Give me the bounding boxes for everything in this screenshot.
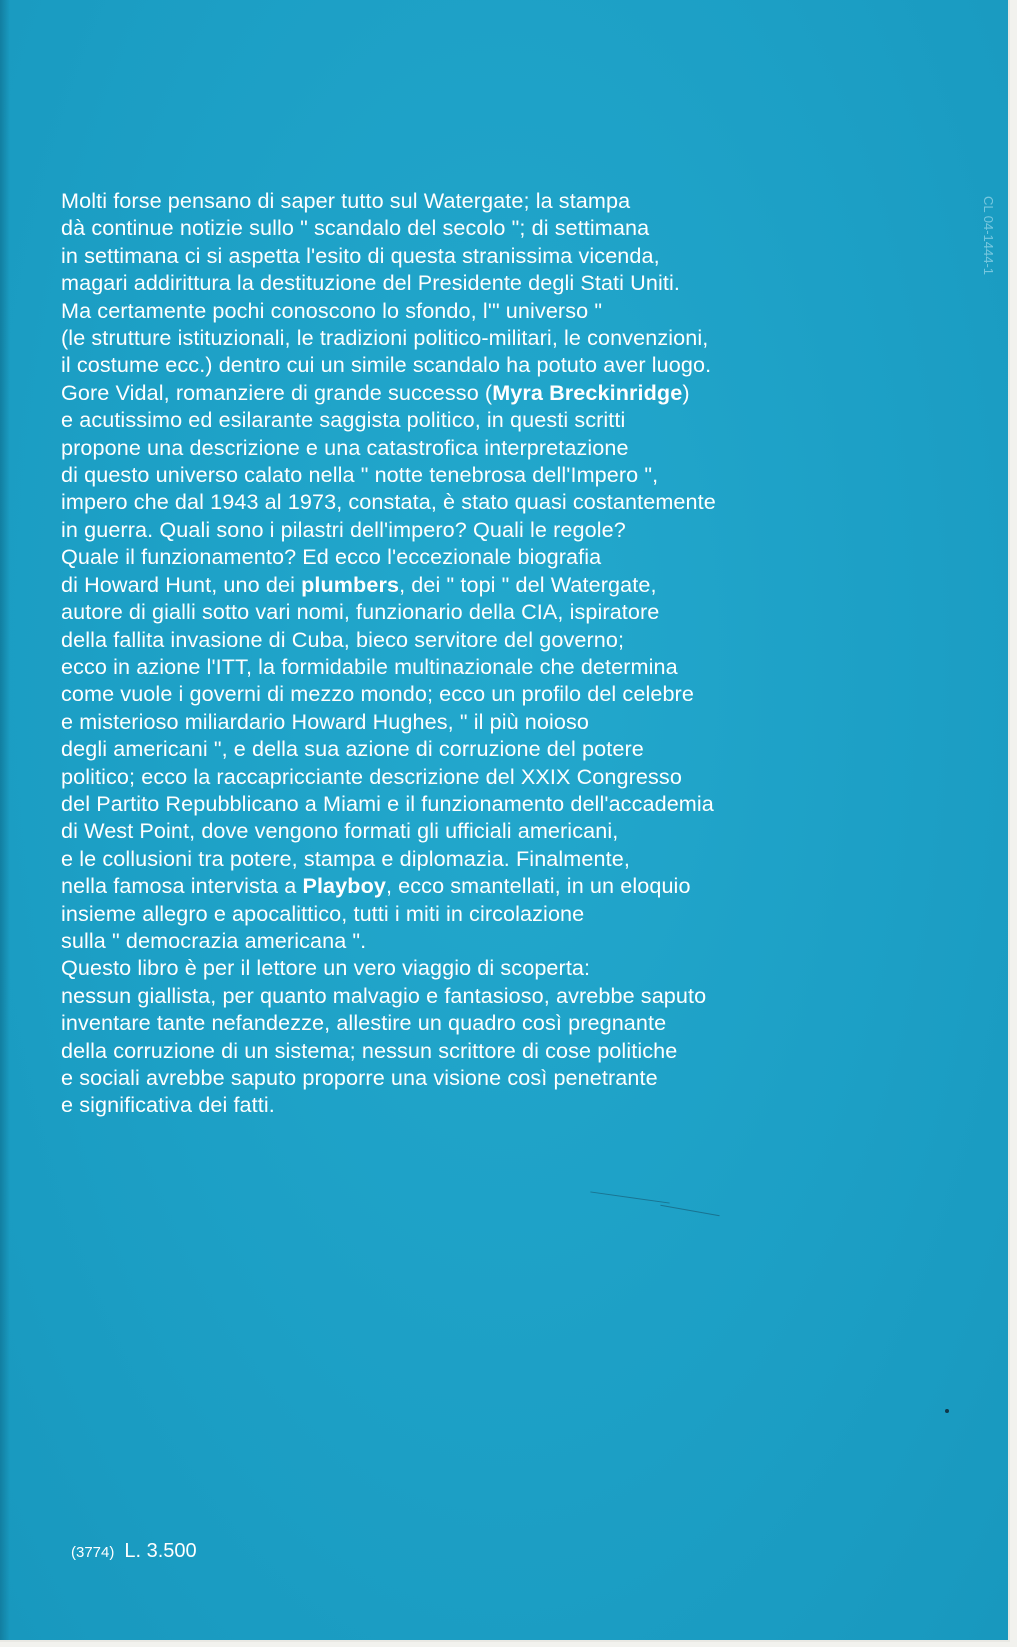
blurb-line: nessun giallista, per quanto malvagio e fantasioso, avrebbe saputo [61, 982, 707, 1008]
magazine-playboy: Playboy [302, 873, 386, 899]
blurb-line: (le strutture istituzionali, le tradizioni politico-militari, le convenzioni, [61, 325, 709, 351]
blurb-line: Molti forse pensano di saper tutto sul Watergate; la stampa [61, 188, 631, 213]
blurb-text-run: di Howard Hunt, uno dei [61, 571, 302, 597]
blurb-text [61, 187, 941, 1119]
blurb-line: insieme allegro e apocalittico, tutti i miti in circolazione [61, 900, 585, 926]
blurb-text-run: ) [682, 379, 690, 405]
blurb-line: in settimana ci si aspetta l'esito di questa stranissima vicenda, [61, 242, 660, 268]
blurb-line: e misterioso miliardario Howard Hughes, " il più noioso [61, 708, 590, 734]
blurb-line: del Partito Repubblicano a Miami e il funzionamento dell'accademia [61, 790, 714, 816]
blurb-line: magari addirittura la destituzione del Presidente degli Stati Uniti. [61, 270, 680, 296]
blurb-line: della corruzione di un sistema; nessun scrittore di cose politiche [61, 1037, 678, 1063]
term-plumbers: plumbers [301, 571, 400, 597]
blurb-text-run: Gore Vidal, romanziere di grande successo ( [61, 379, 493, 405]
blurb-line: sulla " democrazia americana ". [61, 927, 367, 953]
blurb-line [61, 571, 941, 598]
blurb-line: inventare tante nefandezze, allestire un quadro così pregnante [61, 1010, 667, 1036]
blurb-line: dà continue notizie sullo " scandalo del secolo "; di settimana [61, 215, 650, 241]
blurb-line: di West Point, dove vengono formati gli ufficiali americani, [61, 818, 619, 844]
blurb-text-run: , ecco smantellati, in un eloquio [385, 873, 691, 899]
blurb-line: ecco in azione l'ITT, la formidabile multinazionale che determina [61, 653, 678, 679]
blurb-line: Questo libro è per il lettore un vero viaggio di scoperta: [61, 955, 591, 981]
blurb-line: impero che dal 1943 al 1973, constata, è stato quasi costantemente [61, 489, 716, 515]
price-value: L. 3.500 [124, 1540, 197, 1562]
price-tag [71, 1540, 197, 1563]
blurb-line: politico; ecco la raccapricciante descrizione del XXIX Congresso [61, 763, 682, 789]
blurb-line [61, 379, 941, 406]
blurb-text-run: , dei " topi " del Watergate, [399, 571, 657, 597]
blurb-line: e significativa dei fatti. [61, 1092, 275, 1118]
blurb-line: di questo universo calato nella " notte tenebrosa dell'Impero ", [61, 462, 659, 488]
blurb-line: e sociali avrebbe saputo proporre una visione così penetrante [61, 1065, 658, 1090]
blurb-line: e le collusioni tra potere, stampa e diplomazia. Finalmente, [61, 845, 630, 871]
cover-edge-shadow [0, 0, 10, 1640]
blurb-line: propone una descrizione e una catastrofica interpretazione [61, 434, 629, 460]
surface-scratch [590, 1191, 669, 1203]
surface-speck [945, 1409, 949, 1413]
isbn-code: CL 04-1444-1 [981, 196, 996, 276]
catalog-number: (3774) [71, 1544, 115, 1561]
book-title-myra-breckinridge: Myra Breckinridge [492, 379, 683, 405]
blurb-line: il costume ecc.) dentro cui un simile scandalo ha potuto aver luogo. [61, 352, 712, 378]
surface-scratch [660, 1205, 719, 1216]
blurb-line: e acutissimo ed esilarante saggista politico, in questi scritti [61, 407, 626, 433]
blurb-line: della fallita invasione di Cuba, bieco servitore del governo; [61, 626, 625, 652]
blurb-line: autore di gialli sotto vari nomi, funzionario della CIA, ispiratore [61, 599, 660, 625]
blurb-text-run: nella famosa intervista a [61, 873, 303, 899]
blurb-line: Quale il funzionamento? Ed ecco l'eccezionale biografia [61, 544, 602, 570]
blurb-line: degli americani ", e della sua azione di corruzione del potere [61, 736, 644, 762]
blurb-line: Ma certamente pochi conoscono lo sfondo, l'" universo " [61, 297, 603, 323]
blurb-line: in guerra. Quali sono i pilastri dell'impero? Quali le regole? [61, 516, 626, 542]
blurb-line: come vuole i governi di mezzo mondo; ecco un profilo del celebre [61, 681, 694, 707]
blurb-line [61, 872, 941, 899]
